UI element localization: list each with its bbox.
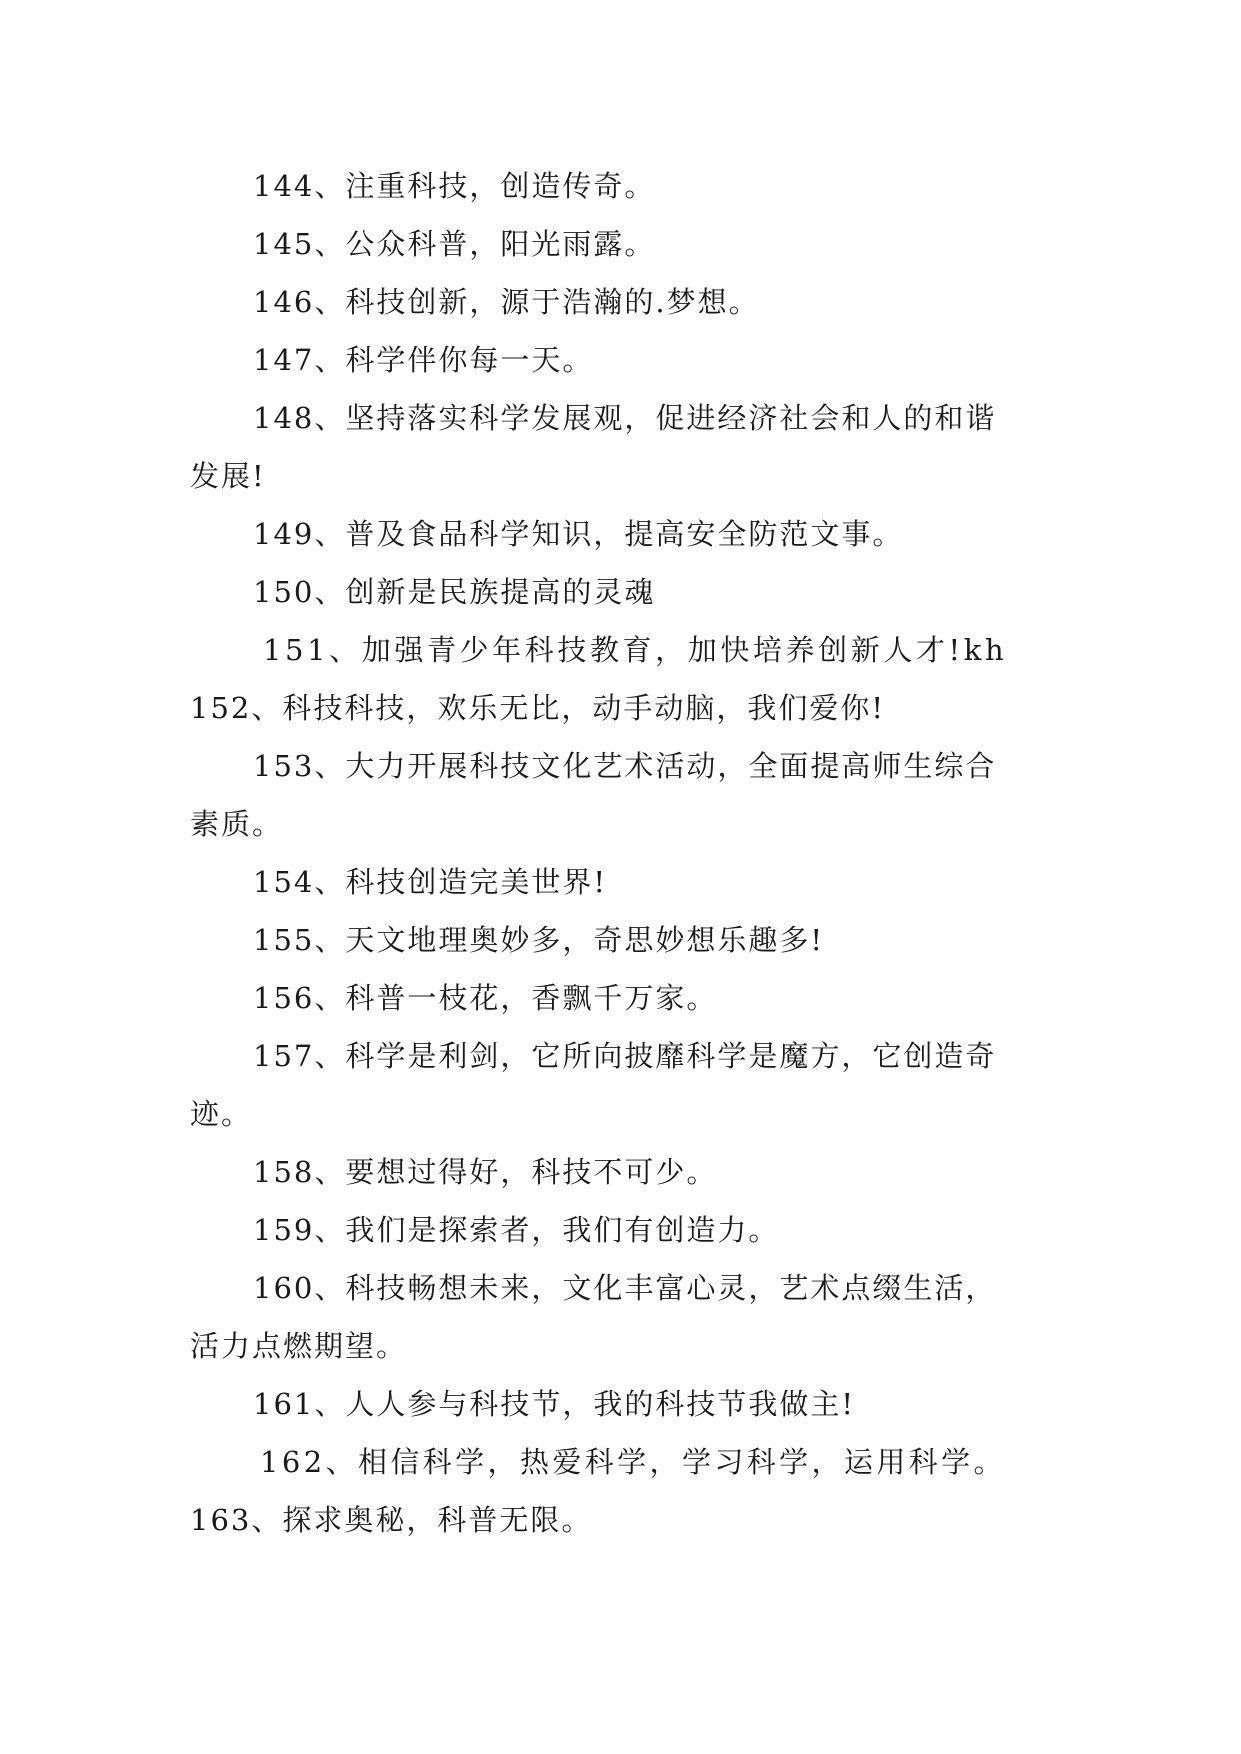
slogan-159: 159、我们是探索者，我们有创造力。: [253, 1213, 780, 1247]
slogan-147: 147、科学伴你每一天。: [253, 343, 594, 377]
slogan-155: 155、天文地理奥妙多，奇思妙想乐趣多!: [253, 923, 825, 957]
slogan-156: 156、科普一枝花，香飘千万家。: [253, 981, 718, 1015]
slogan-153-continued: 素质。: [190, 807, 284, 841]
slogan-145: 145、公众科普，阳光雨露。: [253, 227, 656, 261]
slogan-144: 144、注重科技，创造传奇。: [253, 169, 656, 203]
slogan-152: 152、科技科技，欢乐无比，动手动脑，我们爱你!: [190, 691, 886, 725]
slogan-149: 149、普及食品科学知识，提高安全防范文事。: [253, 517, 904, 551]
slogan-148-continued: 发展!: [190, 459, 266, 493]
slogan-158: 158、要想过得好，科技不可少。: [253, 1155, 718, 1189]
slogan-153: 153、大力开展科技文化艺术活动，全面提高师生综合: [253, 749, 997, 783]
slogan-157-continued: 迹。: [190, 1097, 253, 1131]
slogan-148: 148、坚持落实科学发展观，促进经济社会和人的和谐: [253, 401, 997, 435]
slogan-150: 150、创新是民族提高的灵魂: [253, 575, 656, 609]
slogan-161: 161、人人参与科技节，我的科技节我做主!: [253, 1387, 856, 1421]
slogan-146: 146、科技创新，源于浩瀚的.梦想。: [253, 285, 760, 319]
slogan-160-continued: 活力点燃期望。: [190, 1329, 408, 1363]
slogan-160: 160、科技畅想未来，文化丰富心灵，艺术点缀生活，: [253, 1271, 997, 1305]
slogan-163: 163、探求奥秘，科普无限。: [190, 1503, 593, 1537]
slogan-162: 162、相信科学，热爱科学，学习科学，运用科学。: [260, 1445, 1006, 1479]
slogan-157: 157、科学是利剑，它所向披靡科学是魔方，它创造奇: [253, 1039, 997, 1073]
slogan-151: 151、加强青少年科技教育，加快培养创新人才!kh: [263, 633, 1008, 667]
slogan-154: 154、科技创造完美世界!: [253, 865, 608, 899]
